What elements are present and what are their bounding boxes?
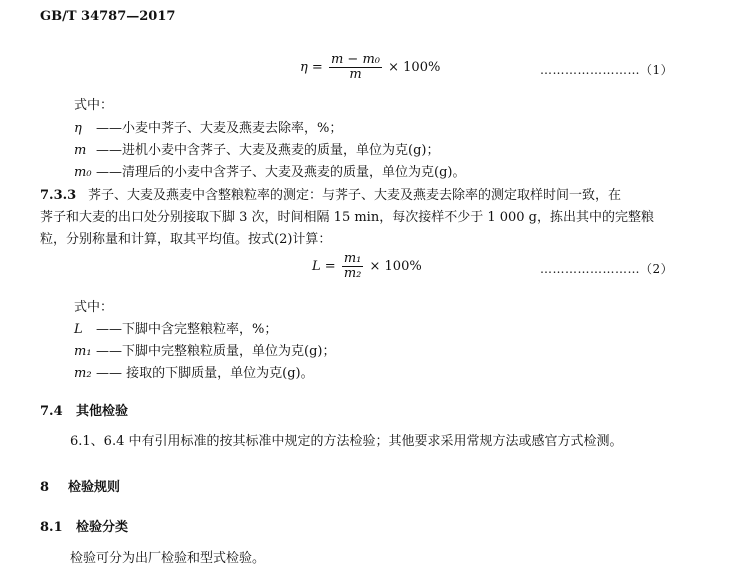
where-label-2: 式中：	[74, 300, 114, 315]
def-symbol: m	[74, 143, 87, 158]
section-title: 检验规则	[68, 480, 121, 495]
paragraph-line: 荠子、大麦及燕麦中含整粮粒率的测定：与荠子、大麦及燕麦去除率的测定取样时间一致，在	[88, 188, 622, 203]
def-row	[74, 139, 439, 158]
eq1-numerator: m − m₀	[330, 52, 380, 67]
section-7-4-heading	[40, 400, 128, 419]
def-row	[74, 161, 465, 180]
def-text: ——清理后的小麦中含荠子、大麦及燕麦的质量，单位为克(g)。	[96, 165, 466, 180]
section-title: 检验分类	[76, 520, 129, 535]
def-text: ——小麦中荠子、大麦及燕麦去除率，%；	[96, 121, 343, 136]
def-row	[74, 318, 277, 337]
equation-1	[300, 53, 440, 82]
section-number: 8.1	[40, 520, 63, 535]
def-text: ——下脚中完整粮粒质量，单位为克(g)；	[96, 344, 336, 359]
section-7-3-3-line-1	[40, 184, 621, 203]
equation-2	[312, 252, 422, 281]
equation-2-number: ……………………（2）	[540, 262, 674, 276]
eq1-fraction	[329, 53, 382, 82]
section-7-4-text: 6.1、6.4 中有引用标准的按其标准中规定的方法检验；其他要求采用常规方法或感官方式检测。	[70, 434, 623, 449]
eq2-denominator: m₂	[343, 266, 362, 281]
eq2-rhs: × 100%	[369, 259, 422, 274]
paragraph-line: 粒，分别称量和计算，取其平均值。按式(2)计算：	[40, 232, 332, 247]
equation-1-number: ……………………（1）	[540, 63, 674, 77]
where-label-1: 式中：	[74, 98, 114, 113]
def-row	[74, 117, 342, 136]
eq1-lhs: η =	[300, 60, 323, 75]
def-row	[74, 362, 314, 381]
section-title: 其他检验	[76, 404, 129, 419]
section-8-1-text: 检验可分为出厂检验和型式检验。	[70, 551, 266, 566]
section-number: 7.3.3	[40, 188, 77, 203]
def-symbol: L	[74, 322, 83, 337]
def-symbol: m₁	[74, 344, 92, 359]
section-number: 8	[40, 480, 50, 495]
def-text: ——进机小麦中含荠子、大麦及燕麦的质量，单位为克(g)；	[96, 143, 440, 158]
section-8-1-heading	[40, 516, 128, 535]
def-symbol: m₀	[74, 165, 92, 180]
eq2-lhs: L =	[312, 259, 336, 274]
def-text: —— 接取的下脚质量，单位为克(g)。	[96, 366, 314, 381]
def-symbol: m₂	[74, 366, 92, 381]
eq2-numerator: m₁	[343, 251, 362, 266]
section-8-heading	[40, 476, 120, 495]
def-symbol: η	[74, 121, 82, 136]
section-number: 7.4	[40, 404, 63, 419]
standard-number-header: GB/T 34787—2017	[40, 9, 176, 24]
eq1-denominator: m	[349, 67, 362, 82]
eq1-rhs: × 100%	[388, 60, 441, 75]
def-row	[74, 340, 335, 359]
def-text: ——下脚中含完整粮粒率，%；	[96, 322, 278, 337]
paragraph-line: 荠子和大麦的出口处分别接取下脚 3 次，时间相隔 15 min，每次接样不少于 1 000 g，拣出其中的完整粮	[40, 210, 655, 225]
eq2-fraction	[342, 252, 364, 281]
